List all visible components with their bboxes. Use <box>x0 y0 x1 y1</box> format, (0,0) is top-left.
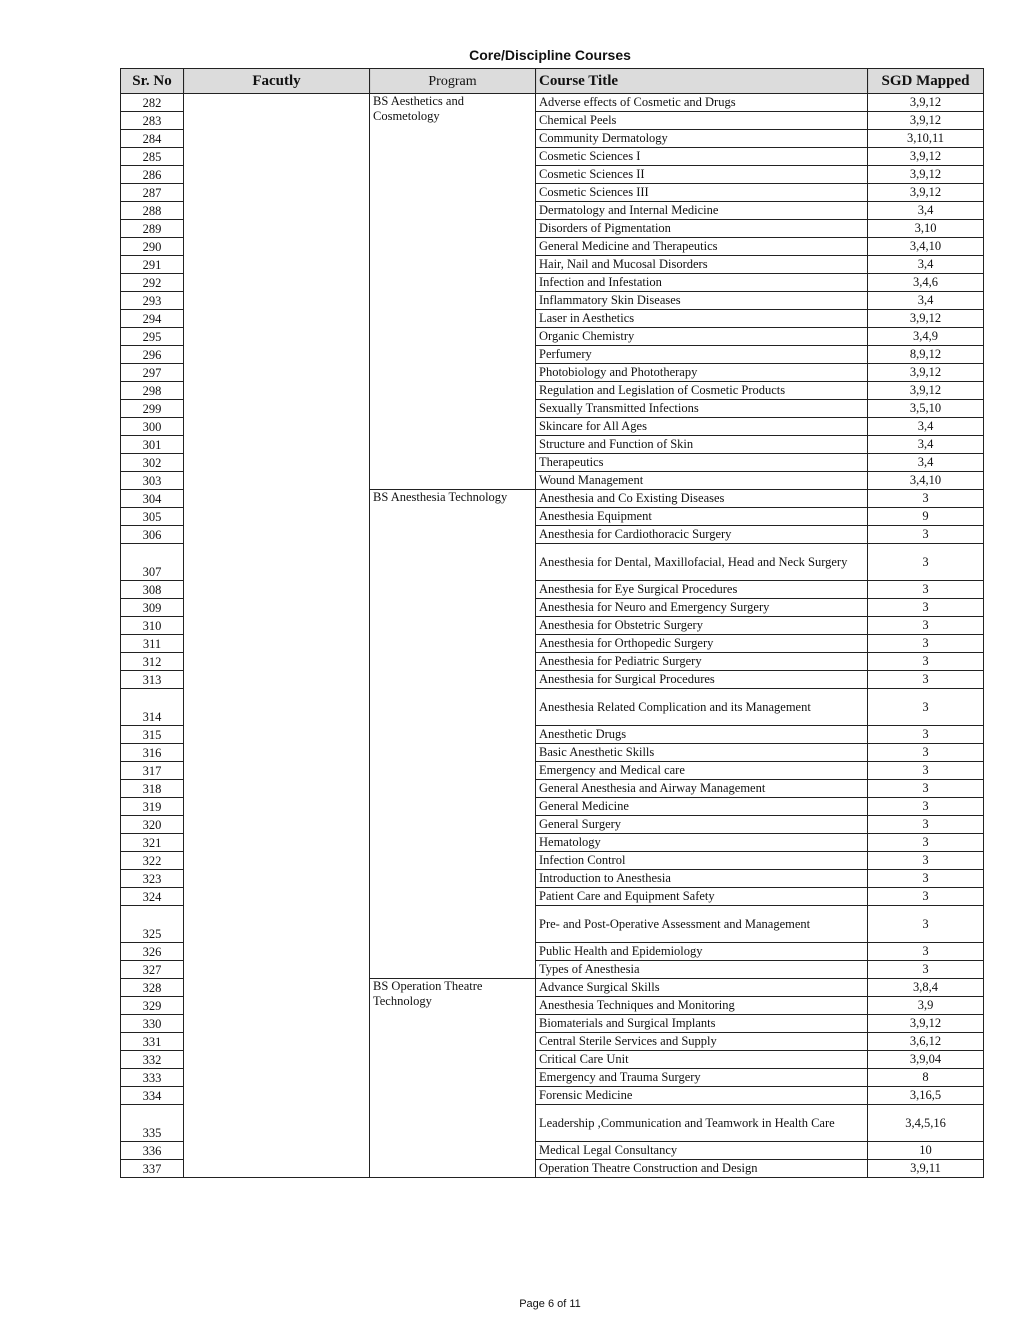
sdg-mapped-cell: 3,9,12 <box>868 310 984 328</box>
sr-no-cell: 283 <box>121 112 184 130</box>
course-title-cell: Operation Theatre Construction and Design <box>536 1160 868 1178</box>
sr-no-cell: 327 <box>121 961 184 979</box>
course-title-cell: Types of Anesthesia <box>536 961 868 979</box>
sr-no-cell: 330 <box>121 1015 184 1033</box>
sdg-mapped-cell: 3 <box>868 526 984 544</box>
sdg-mapped-cell: 3,4 <box>868 256 984 274</box>
course-title-cell: Emergency and Trauma Surgery <box>536 1069 868 1087</box>
sr-no-cell: 322 <box>121 852 184 870</box>
course-title-cell: Perfumery <box>536 346 868 364</box>
sdg-mapped-cell: 3 <box>868 544 984 581</box>
sdg-mapped-cell: 3,9,04 <box>868 1051 984 1069</box>
course-title-cell: Cosmetic Sciences II <box>536 166 868 184</box>
sdg-mapped-cell: 3 <box>868 653 984 671</box>
course-title-cell: Anesthesia for Orthopedic Surgery <box>536 635 868 653</box>
course-title-cell: Anesthesia for Dental, Maxillofacial, Head and Neck Surgery <box>536 544 868 581</box>
program-cell: BS Aesthetics and Cosmetology <box>370 94 536 490</box>
sdg-mapped-cell: 3 <box>868 599 984 617</box>
sr-no-cell: 321 <box>121 834 184 852</box>
sdg-mapped-cell: 3 <box>868 816 984 834</box>
sdg-mapped-cell: 3 <box>868 635 984 653</box>
sdg-mapped-cell: 3,9,12 <box>868 364 984 382</box>
sdg-mapped-cell: 3 <box>868 726 984 744</box>
sdg-mapped-cell: 3 <box>868 888 984 906</box>
sdg-mapped-cell: 3 <box>868 906 984 943</box>
sdg-mapped-cell: 3 <box>868 834 984 852</box>
courses-table <box>120 68 984 1178</box>
sdg-mapped-cell: 3 <box>868 762 984 780</box>
sr-no-cell: 293 <box>121 292 184 310</box>
header-program: Program <box>370 69 536 94</box>
course-title-cell: Community Dermatology <box>536 130 868 148</box>
sr-no-cell: 298 <box>121 382 184 400</box>
sdg-mapped-cell: 3,4,6 <box>868 274 984 292</box>
sdg-mapped-cell: 3,9,12 <box>868 184 984 202</box>
course-title-cell: Critical Care Unit <box>536 1051 868 1069</box>
program-cell: BS Anesthesia Technology <box>370 490 536 979</box>
sr-no-cell: 337 <box>121 1160 184 1178</box>
sdg-mapped-cell: 3 <box>868 689 984 726</box>
course-title-cell: Basic Anesthetic Skills <box>536 744 868 762</box>
sr-no-cell: 310 <box>121 617 184 635</box>
sdg-mapped-cell: 3 <box>868 943 984 961</box>
sdg-mapped-cell: 3,8,4 <box>868 979 984 997</box>
sr-no-cell: 309 <box>121 599 184 617</box>
sr-no-cell: 299 <box>121 400 184 418</box>
sr-no-cell: 288 <box>121 202 184 220</box>
course-title-cell: Cosmetic Sciences I <box>536 148 868 166</box>
course-title-cell: Organic Chemistry <box>536 328 868 346</box>
sr-no-cell: 317 <box>121 762 184 780</box>
course-title-cell: Anesthesia Techniques and Monitoring <box>536 997 868 1015</box>
course-title-cell: Biomaterials and Surgical Implants <box>536 1015 868 1033</box>
sr-no-cell: 326 <box>121 943 184 961</box>
sr-no-cell: 320 <box>121 816 184 834</box>
sdg-mapped-cell: 3 <box>868 744 984 762</box>
course-title-cell: General Medicine <box>536 798 868 816</box>
sdg-mapped-cell: 3,4,5,16 <box>868 1105 984 1142</box>
sr-no-cell: 314 <box>121 689 184 726</box>
header-faculty: Facutly <box>184 69 370 94</box>
course-title-cell: Anesthesia for Surgical Procedures <box>536 671 868 689</box>
course-title-cell: Laser in Aesthetics <box>536 310 868 328</box>
sdg-mapped-cell: 3,4 <box>868 436 984 454</box>
header-sdg-mapped: SGD Mapped <box>868 69 984 94</box>
sr-no-cell: 287 <box>121 184 184 202</box>
sdg-mapped-cell: 3,4 <box>868 292 984 310</box>
sdg-mapped-cell: 3,9,12 <box>868 166 984 184</box>
course-title-cell: Anesthesia for Cardiothoracic Surgery <box>536 526 868 544</box>
sdg-mapped-cell: 3 <box>868 581 984 599</box>
sr-no-cell: 325 <box>121 906 184 943</box>
sr-no-cell: 305 <box>121 508 184 526</box>
course-title-cell: Adverse effects of Cosmetic and Drugs <box>536 94 868 112</box>
sdg-mapped-cell: 3,4 <box>868 202 984 220</box>
table-header-row <box>121 69 984 94</box>
course-title-cell: Photobiology and Phototherapy <box>536 364 868 382</box>
course-title-cell: General Anesthesia and Airway Management <box>536 780 868 798</box>
sr-no-cell: 328 <box>121 979 184 997</box>
sr-no-cell: 295 <box>121 328 184 346</box>
sdg-mapped-cell: 3 <box>868 961 984 979</box>
course-title-cell: Disorders of Pigmentation <box>536 220 868 238</box>
sr-no-cell: 296 <box>121 346 184 364</box>
sdg-mapped-cell: 10 <box>868 1142 984 1160</box>
sdg-mapped-cell: 3,9,11 <box>868 1160 984 1178</box>
course-title-cell: Pre- and Post-Operative Assessment and Management <box>536 906 868 943</box>
sdg-mapped-cell: 3 <box>868 617 984 635</box>
course-title-cell: General Surgery <box>536 816 868 834</box>
sr-no-cell: 284 <box>121 130 184 148</box>
sdg-mapped-cell: 3,4 <box>868 454 984 472</box>
sr-no-cell: 292 <box>121 274 184 292</box>
sr-no-cell: 311 <box>121 635 184 653</box>
course-title-cell: Leadership ,Communication and Teamwork in Health Care <box>536 1105 868 1142</box>
sr-no-cell: 290 <box>121 238 184 256</box>
sr-no-cell: 289 <box>121 220 184 238</box>
sr-no-cell: 329 <box>121 997 184 1015</box>
course-title-cell: Infection and Infestation <box>536 274 868 292</box>
sdg-mapped-cell: 3,6,12 <box>868 1033 984 1051</box>
sdg-mapped-cell: 3 <box>868 852 984 870</box>
sr-no-cell: 294 <box>121 310 184 328</box>
sr-no-cell: 332 <box>121 1051 184 1069</box>
sdg-mapped-cell: 3,9 <box>868 997 984 1015</box>
sdg-mapped-cell: 3,4,9 <box>868 328 984 346</box>
sdg-mapped-cell: 8,9,12 <box>868 346 984 364</box>
course-title-cell: Forensic Medicine <box>536 1087 868 1105</box>
course-title-cell: Anesthesia for Neuro and Emergency Surgery <box>536 599 868 617</box>
sr-no-cell: 333 <box>121 1069 184 1087</box>
course-title-cell: Anesthetic Drugs <box>536 726 868 744</box>
sdg-mapped-cell: 3,10,11 <box>868 130 984 148</box>
sdg-mapped-cell: 3 <box>868 870 984 888</box>
sdg-mapped-cell: 3,9,12 <box>868 148 984 166</box>
sdg-mapped-cell: 3,9,12 <box>868 94 984 112</box>
sr-no-cell: 306 <box>121 526 184 544</box>
course-title-cell: Medical Legal Consultancy <box>536 1142 868 1160</box>
sdg-mapped-cell: 3 <box>868 780 984 798</box>
sdg-mapped-cell: 3 <box>868 798 984 816</box>
sdg-mapped-cell: 3,4,10 <box>868 238 984 256</box>
sdg-mapped-cell: 3,16,5 <box>868 1087 984 1105</box>
course-title-cell: Chemical Peels <box>536 112 868 130</box>
sdg-mapped-cell: 3,5,10 <box>868 400 984 418</box>
course-title-cell: Central Sterile Services and Supply <box>536 1033 868 1051</box>
course-title-cell: Sexually Transmitted Infections <box>536 400 868 418</box>
sr-no-cell: 319 <box>121 798 184 816</box>
course-title-cell: Anesthesia for Pediatric Surgery <box>536 653 868 671</box>
sr-no-cell: 302 <box>121 454 184 472</box>
sr-no-cell: 334 <box>121 1087 184 1105</box>
course-title-cell: Public Health and Epidemiology <box>536 943 868 961</box>
header-sr-no: Sr. No <box>121 69 184 94</box>
course-title-cell: Hair, Nail and Mucosal Disorders <box>536 256 868 274</box>
sr-no-cell: 324 <box>121 888 184 906</box>
sdg-mapped-cell: 3,9,12 <box>868 1015 984 1033</box>
course-title-cell: Therapeutics <box>536 454 868 472</box>
sr-no-cell: 297 <box>121 364 184 382</box>
sr-no-cell: 312 <box>121 653 184 671</box>
sdg-mapped-cell: 3,9,12 <box>868 382 984 400</box>
sr-no-cell: 285 <box>121 148 184 166</box>
sr-no-cell: 286 <box>121 166 184 184</box>
sr-no-cell: 307 <box>121 544 184 581</box>
course-title-cell: Regulation and Legislation of Cosmetic Products <box>536 382 868 400</box>
course-title-cell: Anesthesia Equipment <box>536 508 868 526</box>
course-title-cell: Anesthesia Related Complication and its Management <box>536 689 868 726</box>
sdg-mapped-cell: 3 <box>868 490 984 508</box>
course-title-cell: General Medicine and Therapeutics <box>536 238 868 256</box>
sr-no-cell: 335 <box>121 1105 184 1142</box>
course-title-cell: Dermatology and Internal Medicine <box>536 202 868 220</box>
course-title-cell: Structure and Function of Skin <box>536 436 868 454</box>
sr-no-cell: 301 <box>121 436 184 454</box>
course-title-cell: Cosmetic Sciences III <box>536 184 868 202</box>
course-title-cell: Anesthesia and Co Existing Diseases <box>536 490 868 508</box>
faculty-cell <box>184 94 370 1178</box>
course-title-cell: Wound Management <box>536 472 868 490</box>
sr-no-cell: 313 <box>121 671 184 689</box>
course-title-cell: Patient Care and Equipment Safety <box>536 888 868 906</box>
sr-no-cell: 308 <box>121 581 184 599</box>
table-body <box>121 94 984 1178</box>
sr-no-cell: 304 <box>121 490 184 508</box>
sr-no-cell: 318 <box>121 780 184 798</box>
sr-no-cell: 303 <box>121 472 184 490</box>
sr-no-cell: 315 <box>121 726 184 744</box>
course-title-cell: Advance Surgical Skills <box>536 979 868 997</box>
page-title: Core/Discipline Courses <box>469 47 631 63</box>
sdg-mapped-cell: 3,4,10 <box>868 472 984 490</box>
sdg-mapped-cell: 3 <box>868 671 984 689</box>
course-title-cell: Introduction to Anesthesia <box>536 870 868 888</box>
sdg-mapped-cell: 9 <box>868 508 984 526</box>
sr-no-cell: 291 <box>121 256 184 274</box>
course-title-cell: Anesthesia for Obstetric Surgery <box>536 617 868 635</box>
sdg-mapped-cell: 3,9,12 <box>868 112 984 130</box>
sdg-mapped-cell: 3,10 <box>868 220 984 238</box>
sr-no-cell: 323 <box>121 870 184 888</box>
program-cell: BS Operation Theatre Technology <box>370 979 536 1178</box>
course-title-cell: Infection Control <box>536 852 868 870</box>
course-title-cell: Emergency and Medical care <box>536 762 868 780</box>
course-title-cell: Inflammatory Skin Diseases <box>536 292 868 310</box>
course-title-cell: Hematology <box>536 834 868 852</box>
sdg-mapped-cell: 8 <box>868 1069 984 1087</box>
sr-no-cell: 282 <box>121 94 184 112</box>
header-course-title: Course Title <box>536 69 868 94</box>
table-row <box>121 94 984 112</box>
sdg-mapped-cell: 3,4 <box>868 418 984 436</box>
sr-no-cell: 336 <box>121 1142 184 1160</box>
sr-no-cell: 300 <box>121 418 184 436</box>
sr-no-cell: 316 <box>121 744 184 762</box>
course-title-cell: Skincare for All Ages <box>536 418 868 436</box>
course-title-cell: Anesthesia for Eye Surgical Procedures <box>536 581 868 599</box>
sr-no-cell: 331 <box>121 1033 184 1051</box>
page-footer: Page 6 of 11 <box>519 1298 581 1310</box>
